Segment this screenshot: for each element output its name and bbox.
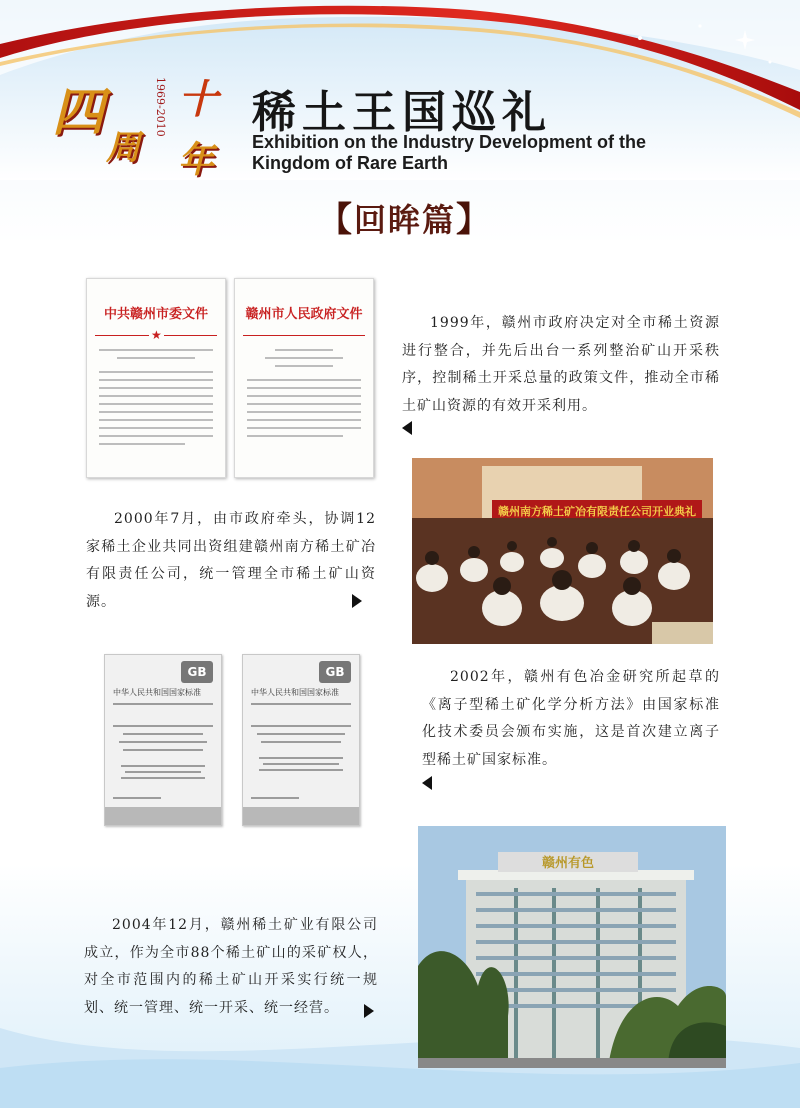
paragraph-2002: 2002年，赣州有色冶金研究所起草的《离子型稀土矿化学分析方法》由国家标准化技术委员会颁布实施，这是首次建立离子型稀土矿国家标准。 bbox=[422, 669, 720, 768]
document-title: 中共赣州市委文件 bbox=[103, 307, 208, 322]
section-heading bbox=[318, 192, 492, 241]
arrow-left-icon bbox=[402, 421, 412, 435]
company-building-photo bbox=[418, 826, 726, 1068]
gb-header-text: 中华人民共和国国家标准 bbox=[251, 688, 339, 697]
ceremony-banner-text: 赣州南方稀土矿冶有限责任公司开业典礼 bbox=[498, 505, 696, 518]
opening-ceremony-photo bbox=[412, 458, 713, 644]
logo-char-zhou: 周 bbox=[106, 128, 140, 168]
section-bracket-close: 】 bbox=[456, 200, 493, 240]
building-sign-text: 赣州有色 bbox=[541, 856, 595, 871]
arrow-right-icon bbox=[364, 1004, 374, 1018]
logo-char-nian: 年 bbox=[178, 139, 215, 181]
gb-logo-icon: GB bbox=[319, 661, 351, 683]
anniversary-logo bbox=[50, 52, 240, 182]
document-red-line bbox=[243, 335, 365, 336]
document-municipal-government bbox=[234, 278, 374, 478]
page-title-chinese: 稀土王国巡礼 bbox=[252, 87, 552, 138]
page-title-english: Exhibition on the Industry Development of the Kingdom of Rare Earth bbox=[252, 132, 647, 173]
arrow-left-icon bbox=[422, 776, 432, 790]
national-standard-booklet-2 bbox=[242, 654, 360, 826]
document-party-committee bbox=[86, 278, 226, 478]
section-label: 回眸篇 bbox=[354, 201, 457, 239]
section-bracket-open: 【 bbox=[318, 200, 354, 240]
gb-header-text: 中华人民共和国国家标准 bbox=[113, 688, 201, 697]
government-documents-image bbox=[86, 278, 378, 478]
logo-char-si: 四 bbox=[52, 82, 105, 143]
paragraph-2000: 2000年7月，由市政府牵头，协调12家稀土企业共同出资组建赣州南方稀土矿冶有限责任公司，统一管理全市稀土矿山资源。 bbox=[86, 511, 376, 610]
logo-char-shi: 十 bbox=[178, 76, 218, 123]
national-standard-booklet-1 bbox=[104, 654, 222, 826]
star-icon: ★ bbox=[151, 328, 162, 342]
gb-logo-icon: GB bbox=[181, 661, 213, 683]
paragraph-2004: 2004年12月，赣州稀土矿业有限公司成立，作为全市88个稀土矿山的采矿权人，对全市范围内的稀土矿山开采实行统一规划、统一管理、统一开采、统一经营。 bbox=[84, 917, 378, 1016]
arrow-right-icon bbox=[352, 594, 362, 608]
paragraph-1999: 1999年，赣州市政府决定对全市稀土资源进行整合，并先后出台一系列整治矿山开采秩序，控制稀土开采总量的政策文件，推动全市稀土矿山资源的有效开采利用。 bbox=[402, 315, 720, 414]
document-title: 赣州市人民政府文件 bbox=[245, 307, 363, 322]
logo-years: 1969-2010 bbox=[154, 77, 167, 137]
